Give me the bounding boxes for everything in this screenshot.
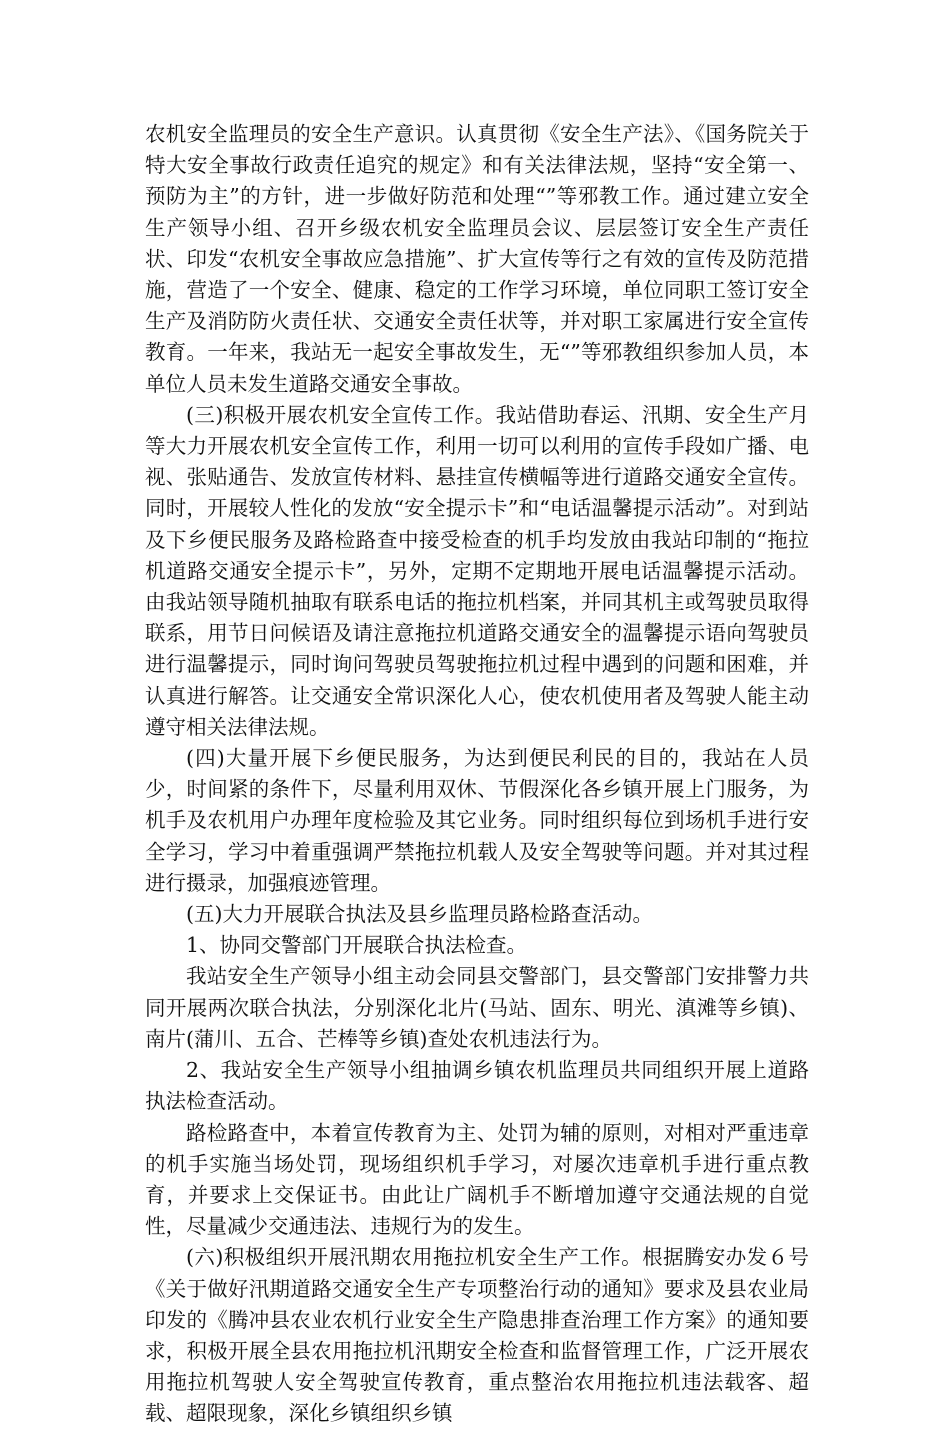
paragraph-item-1-body: 我站安全生产领导小组主动会同县交警部门，县交警部门安排警力共同开展两次联合执法，分别深化北片(马站、固东、明光、滇滩等乡镇)、南片(蒲川、五合、芒棒等乡镇)查处农机违法行为。 bbox=[145, 964, 809, 1051]
paragraph-item-1-heading: 1、协同交警部门开展联合执法检查。 bbox=[186, 933, 528, 958]
paragraph-section-3: (三)积极开展农机安全宣传工作。我站借助春运、汛期、安全生产月等大力开展农机安全宣传工作，利用一切可以利用的宣传手段如广播、电视、张贴通告、发放宣传材料、悬挂宣传横幅等进行道路交通安全宣传。同时，开展较人性化的发放“安全提示卡”和“电话温馨提示活动”。对到站及下乡便民服务及路检路查中接受检查的机手均发放由我站印制的“拖拉机道路交通安全提示卡”，另外，定期不定期地开展电话温馨提示活动。由我站领导随机抽取有联系电话的拖拉机档案，并同其机主或驾驶员取得联系，用节日问候语及请注意拖拉机道路交通安全的温馨提示语向驾驶员进行温馨提示，同时询问驾驶员驾驶拖拉机过程中遇到的问题和困难，并认真进行解答。让交通安全常识深化人心，使农机使用者及驾驶人能主动遵守相关法律法规。 bbox=[145, 402, 809, 739]
paragraph-item-2-heading: 2、我站安全生产领导小组抽调乡镇农机监理员共同组织开展上道路执法检查活动。 bbox=[145, 1058, 809, 1114]
document-body bbox=[145, 119, 809, 1430]
paragraph-section-6: (六)积极组织开展汛期农用拖拉机安全生产工作。根据腾安办发６号《关于做好汛期道路交通安全生产专项整治行动的通知》要求及县农业局印发的《腾冲县农业农机行业安全生产隐患排查治理工作方案》的通知要求，积极开展全县农用拖拉机汛期安全检查和监督管理工作，广泛开展农用拖拉机驾驶人安全驾驶宣传教育，重点整治农用拖拉机违法载客、超载、超限现象，深化乡镇组织乡镇 bbox=[145, 1245, 809, 1426]
paragraph-section-5-heading: (五)大力开展联合执法及县乡监理员路检路查活动。 bbox=[186, 902, 653, 927]
paragraph-safety-awareness: 农机安全监理员的安全生产意识。认真贯彻《安全生产法》、《国务院关于特大安全事故行政责任追究的规定》和有关法律法规，坚持“安全第一、预防为主”的方针，进一步做好防范和处理“”等邪教工作。通过建立安全生产领导小组、召开乡级农机安全监理员会议、层层签订安全生产责任状、印发“农机安全事故应急措施”、扩大宣传等行之有效的宣传及防范措施，营造了一个安全、健康、稳定的工作学习环境，单位同职工签订安全生产及消防防火责任状、交通安全责任状等，并对职工家属进行安全宣传教育。一年来，我站无一起安全事故发生，无“”等邪教组织参加人员，本单位人员未发生道路交通安全事故。 bbox=[145, 122, 809, 396]
paragraph-section-4: (四)大量开展下乡便民服务，为达到便民利民的目的，我站在人员少，时间紧的条件下，尽量利用双休、节假深化各乡镇开展上门服务，为机手及农机用户办理年度检验及其它业务。同时组织每位到场机手进行安全学习，学习中着重强调严禁拖拉机载人及安全驾驶等问题。并对其过程进行摄录，加强痕迹管理。 bbox=[145, 746, 809, 895]
paragraph-item-2-body: 路检路查中，本着宣传教育为主、处罚为辅的原则，对相对严重违章的机手实施当场处罚，现场组织机手学习，对屡次违章机手进行重点教育，并要求上交保证书。由此让广阔机手不断增加遵守交通法规的自觉性，尽量减少交通违法、违规行为的发生。 bbox=[145, 1120, 809, 1239]
